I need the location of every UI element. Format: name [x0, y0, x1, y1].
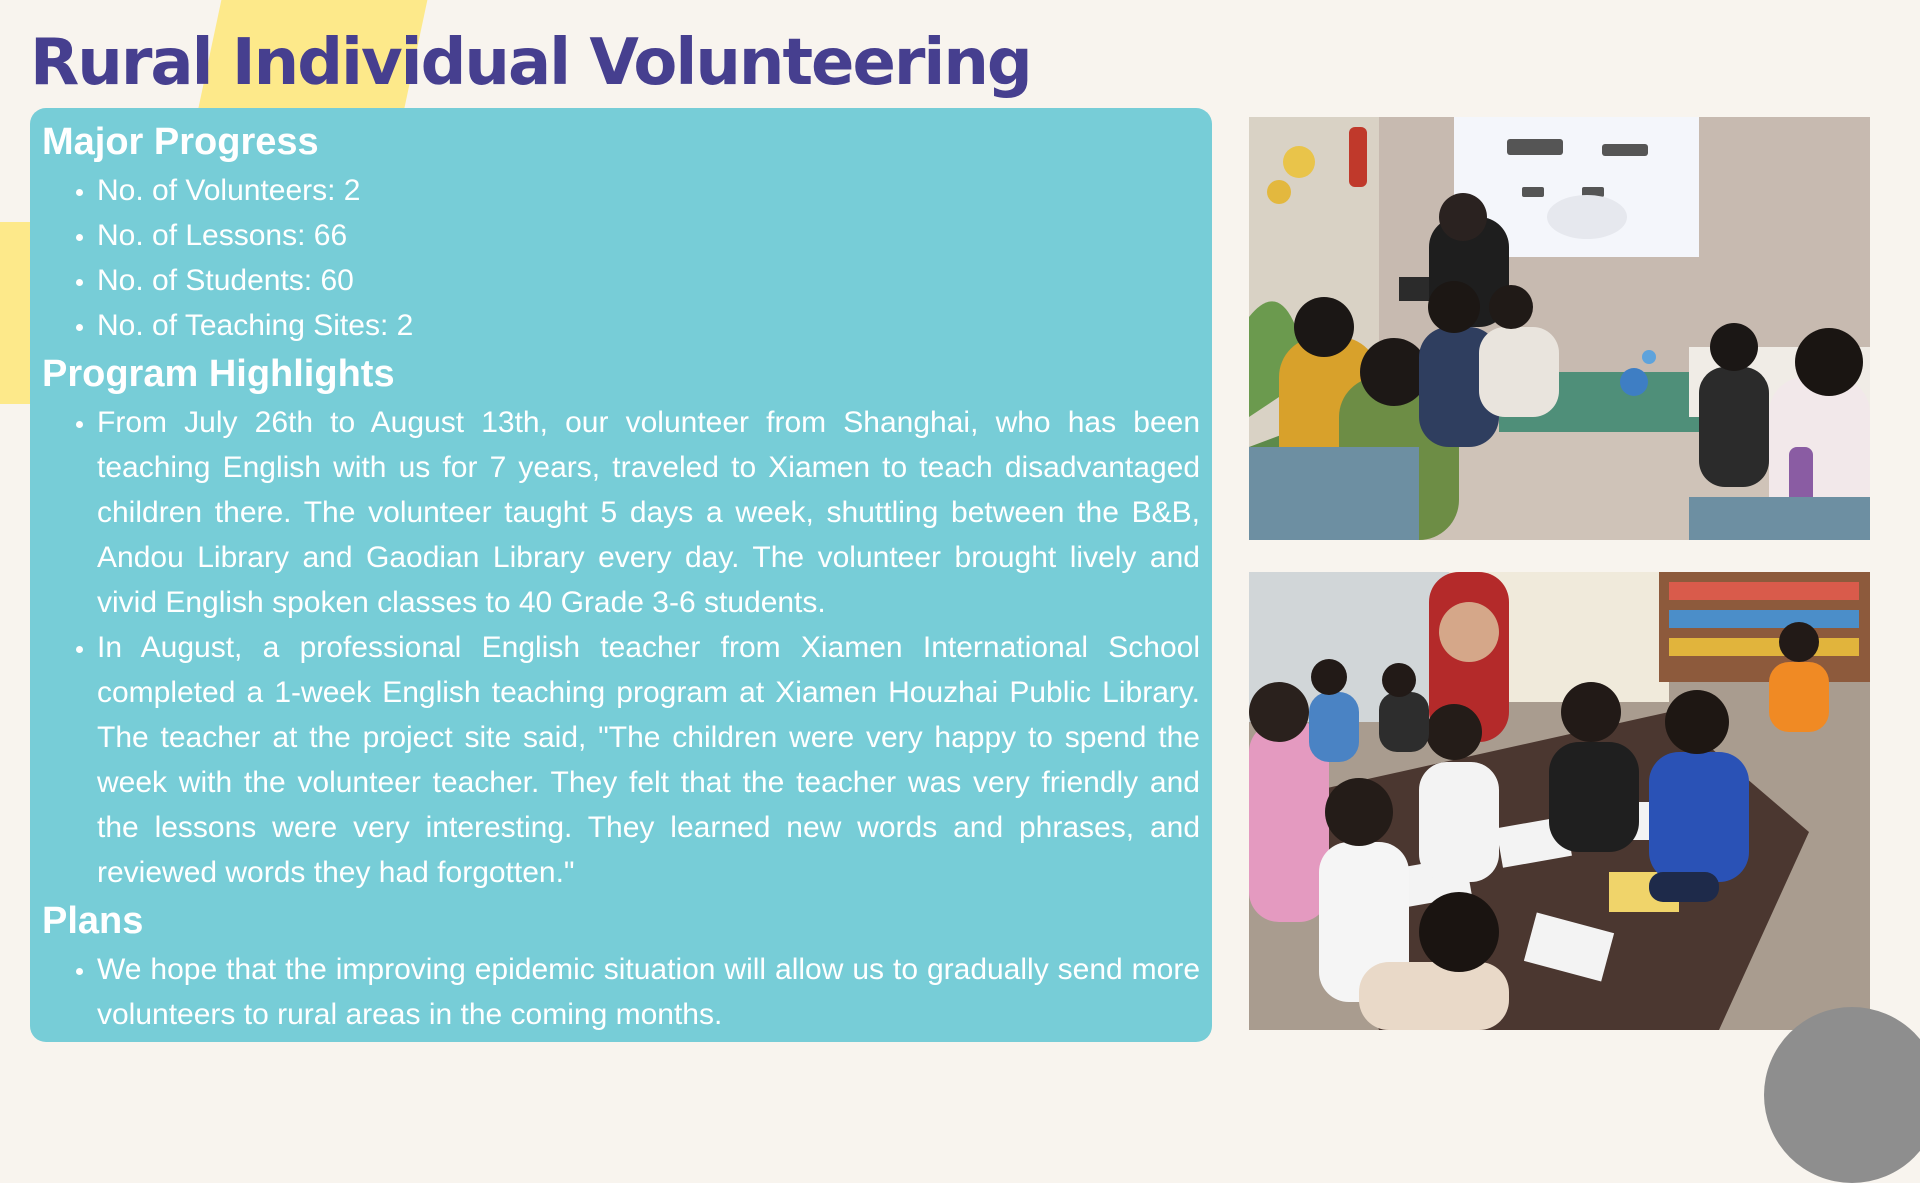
- list-item: • No. of Lessons: 66: [97, 213, 1200, 258]
- content-panel: [30, 108, 1212, 1042]
- list-item: • In August, a professional English teacher from Xiamen International School completed a 1-week English teaching program at Xiamen Houzhai Public Library. The teacher at the project site said, "The children were very happy to spend the week with the volunteer teacher. They felt that the teacher was very friendly and the lessons were very interesting. They learned new words and phrases, and reviewed words they had forgotten.": [97, 625, 1200, 895]
- group-table-photo: [1249, 572, 1870, 1030]
- program-highlights-list: [42, 400, 1200, 895]
- section-heading-plans: Plans: [42, 900, 144, 942]
- list-item: • We hope that the improving epidemic situation will allow us to gradually send more volunteers to rural areas in the coming months.: [97, 947, 1200, 1037]
- list-item: • From July 26th to August 13th, our volunteer from Shanghai, who has been teaching English with us for 7 years, traveled to Xiamen to teach disadvantaged children there. The volunteer taught 5 days a week, shuttling between the B&B, Andou Library and Gaodian Library every day. The volunteer brought lively and vivid English spoken classes to 40 Grade 3-6 students.: [97, 400, 1200, 625]
- section-heading-program-highlights: Program Highlights: [42, 353, 395, 395]
- page-title: Rural Individual Volunteering: [30, 26, 1031, 100]
- list-item: • No. of Students: 60: [97, 258, 1200, 303]
- major-progress-list: [42, 168, 1200, 348]
- list-item: • No. of Teaching Sites: 2: [97, 303, 1200, 348]
- section-heading-major-progress: Major Progress: [42, 121, 319, 163]
- plans-list: [42, 947, 1200, 1037]
- decorative-gray-circle: [1764, 1007, 1920, 1183]
- list-item: • No. of Volunteers: 2: [97, 168, 1200, 213]
- classroom-photo: [1249, 117, 1870, 540]
- decorative-yellow-bar-left: [0, 222, 34, 404]
